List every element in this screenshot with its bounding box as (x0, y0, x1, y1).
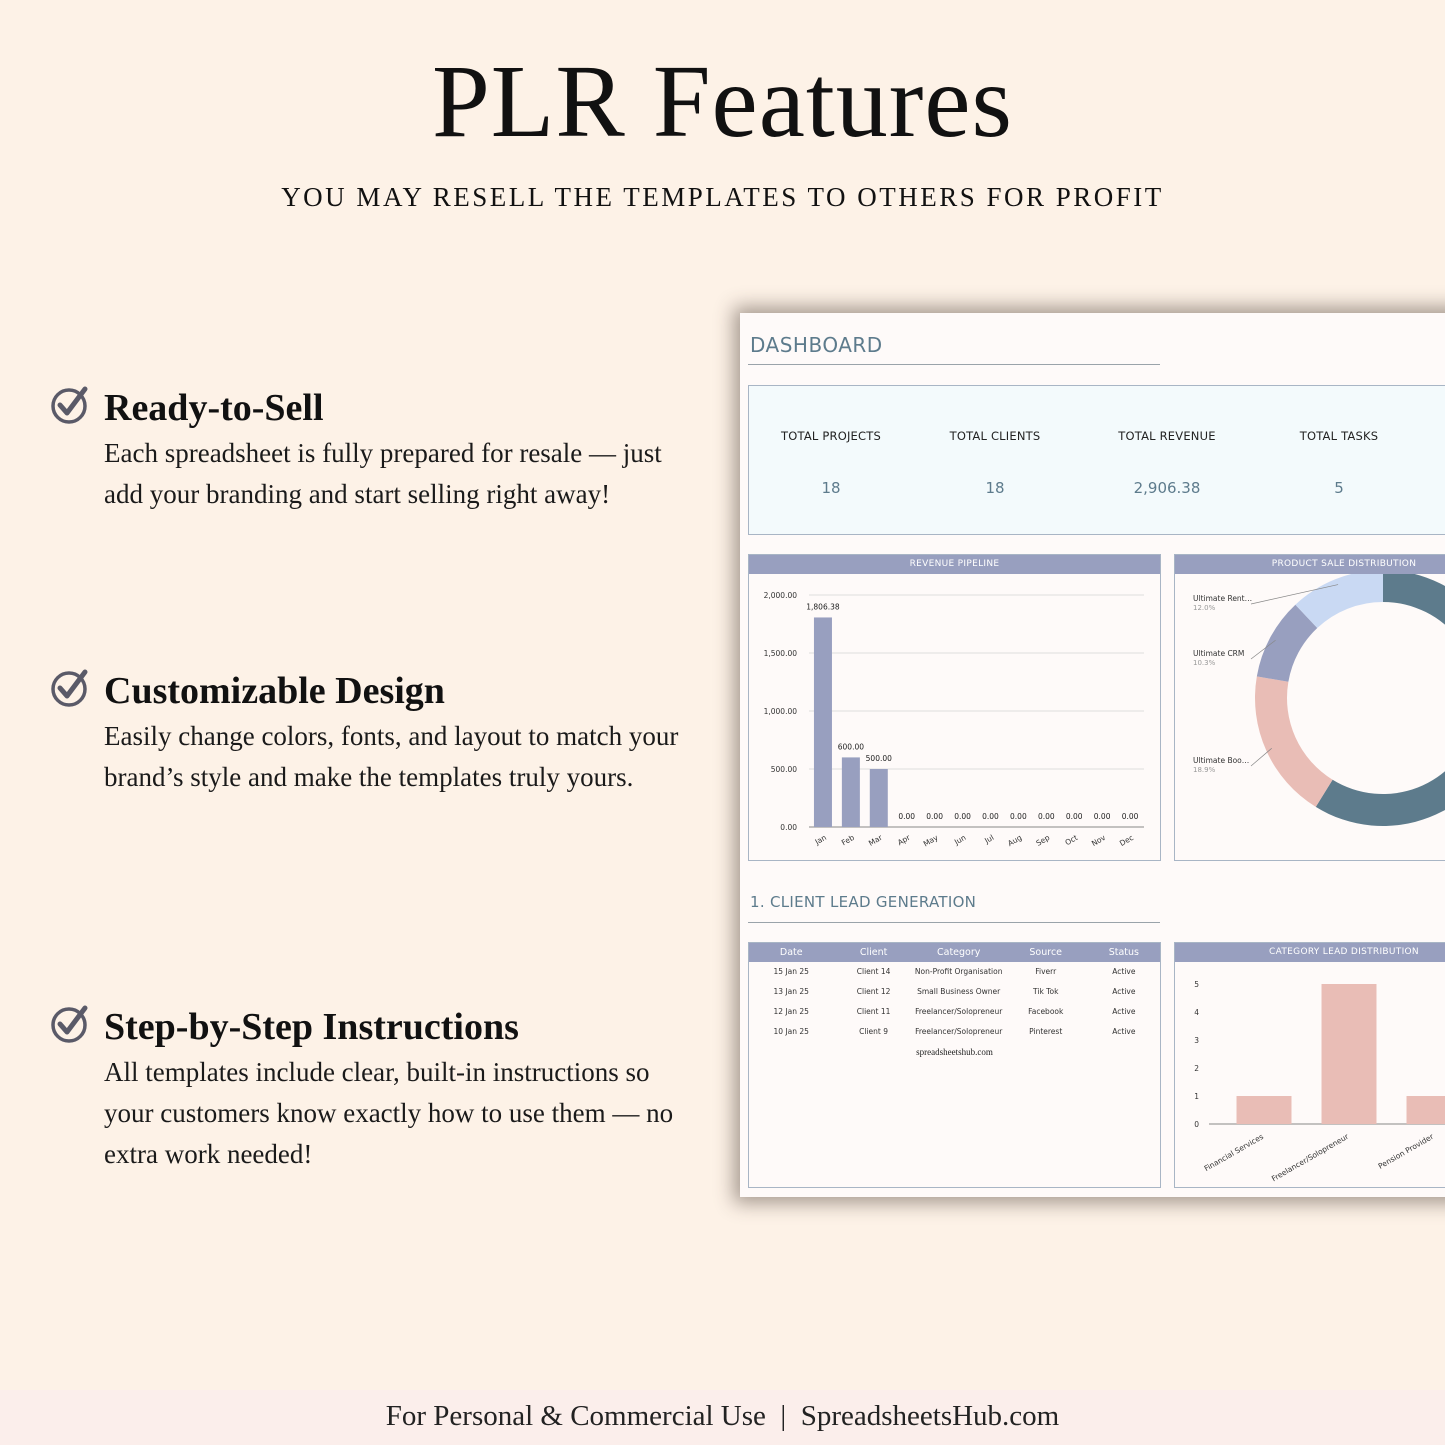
lead-section-title: 1. CLIENT LEAD GENERATION (750, 893, 977, 911)
cell-client: Client 12 (856, 987, 891, 996)
kpi-value: 18 (985, 479, 1005, 497)
cell-date: 13 Jan 25 (773, 987, 809, 996)
cell-source: Pinterest (1029, 1027, 1063, 1036)
data-label: 0.00 (1093, 812, 1111, 821)
feature-ready-to-sell (50, 385, 690, 515)
slice-percent: 12.0% (1193, 604, 1216, 612)
slice-label: Ultimate CRM (1193, 649, 1245, 658)
bar (870, 769, 888, 827)
x-tick-label: Dec (1117, 832, 1136, 848)
cell-source: Tik Tok (1033, 987, 1059, 996)
kpi-label: TOTAL PROJECTS (781, 429, 881, 443)
x-tick-label: Freelancer/Solopreneur (1269, 1131, 1350, 1184)
x-tick-label: Nov (1089, 832, 1108, 849)
y-tick-label: 2,000.00 (763, 591, 797, 600)
dashboard-preview-clip (700, 280, 1445, 1240)
lead-table (749, 943, 1160, 1042)
kpi-total-projects (751, 429, 911, 497)
x-tick-label: Mar (867, 832, 884, 848)
y-tick-label: 5 (1194, 980, 1199, 989)
y-tick-label: 4 (1194, 1008, 1199, 1017)
kpi-label: TOTAL TASKS (1299, 429, 1379, 443)
y-tick-label: 0.00 (780, 823, 797, 832)
x-tick-label: Sep (1034, 832, 1052, 848)
feature-body: Each spreadsheet is fully prepared for resale — just add your branding and start selling right away! (104, 438, 662, 509)
x-tick-label: Oct (1063, 832, 1080, 848)
y-tick-label: 1 (1194, 1092, 1199, 1101)
table-row[interactable] (749, 1002, 1160, 1022)
feature-customizable-design (50, 668, 690, 798)
data-label: 500.00 (865, 754, 892, 763)
y-tick-label: 500.00 (770, 765, 797, 774)
revenue-bar-chart (749, 574, 1160, 860)
x-tick-label: Apr (895, 832, 912, 848)
slice-label: Ultimate Boo… (1193, 756, 1250, 765)
category-lead-panel (1174, 942, 1445, 1188)
slice-percent: 10.3% (1193, 659, 1216, 667)
x-tick-label: Jul (983, 832, 996, 846)
checkbox-check-icon (50, 385, 90, 425)
cell-date: 12 Jan 25 (773, 1007, 809, 1016)
column-header: Category (914, 943, 1004, 962)
feature-step-by-step (50, 1004, 690, 1175)
kpi-value: 2,906.38 (1133, 479, 1201, 497)
panel-header: CATEGORY LEAD DISTRIBUTION (1175, 943, 1445, 962)
leader-line (1251, 748, 1272, 766)
y-tick-label: 1,000.00 (763, 707, 797, 716)
pie-slice (1255, 676, 1333, 807)
column-header: Client (833, 943, 913, 962)
cell-status: Active (1112, 967, 1136, 976)
cell-category: Small Business Owner (917, 987, 1001, 996)
footer-text: For Personal & Commercial Use | SpreadsheetsHub.com (385, 1400, 1060, 1432)
data-label: 0.00 (898, 812, 916, 821)
cell-client: Client 11 (856, 1007, 891, 1016)
kpi-value: 18 (821, 479, 841, 497)
slice-label: Ultimate Rent… (1193, 594, 1253, 603)
divider (748, 364, 1160, 365)
y-tick-label: 2 (1194, 1064, 1199, 1073)
cell-source: Facebook (1028, 1007, 1064, 1016)
bar (814, 617, 832, 827)
x-tick-label: Pension Provider (1376, 1131, 1435, 1171)
checkbox-check-icon (50, 668, 90, 708)
revenue-pipeline-panel (748, 554, 1161, 861)
dashboard-preview (740, 313, 1445, 1197)
cell-status: Active (1112, 987, 1136, 996)
y-tick-label: 1,500.00 (763, 649, 797, 658)
page-subtitle: YOU MAY RESELL THE TEMPLATES TO OTHERS FOR PROFIT (281, 182, 1164, 212)
bar (1407, 1096, 1445, 1124)
dashboard-title: DASHBOARD (750, 333, 883, 357)
bar (1322, 984, 1377, 1124)
category-bar-chart (1175, 962, 1445, 1187)
feature-body: All templates include clear, built-in instructions so your customers know exactly how to use them — no extra work needed! (104, 1057, 674, 1169)
column-header: Source (1004, 943, 1088, 962)
panel-header: PRODUCT SALE DISTRIBUTION (1175, 555, 1445, 574)
y-tick-label: 0 (1194, 1120, 1199, 1129)
cell-source: Fiverr (1035, 967, 1057, 976)
x-tick-label: Jan (813, 832, 828, 847)
data-label: 0.00 (1010, 812, 1027, 821)
data-label: 0.00 (926, 812, 943, 821)
checkbox-check-icon (50, 1004, 90, 1044)
column-header: Status (1088, 943, 1160, 962)
table-header-row (749, 943, 1160, 962)
lead-table-panel (748, 942, 1161, 1188)
cell-category: Freelancer/Solopreneur (915, 1007, 1003, 1016)
data-label: 0.00 (954, 812, 971, 821)
cell-status: Active (1112, 1027, 1136, 1036)
kpi-total-tasks (1259, 429, 1419, 497)
x-tick-label: Financial Services (1202, 1131, 1265, 1174)
page-title: PLR Features (431, 44, 1014, 159)
kpi-label: TOTAL REVENUE (1118, 429, 1216, 443)
data-label: 1,806.38 (806, 602, 840, 612)
bar (1237, 1096, 1292, 1124)
table-row[interactable] (749, 982, 1160, 1002)
x-tick-label: May (921, 832, 940, 849)
x-tick-label: Jun (952, 832, 968, 847)
cell-date: 15 Jan 25 (773, 967, 809, 976)
feature-body: Easily change colors, fonts, and layout to match your brand’s style and make the templates truly yours. (104, 721, 679, 792)
slice-percent: 18.9% (1193, 766, 1216, 774)
x-tick-label: Feb (839, 832, 856, 848)
table-row[interactable] (749, 1022, 1160, 1042)
data-label: 0.00 (982, 812, 999, 821)
bar (842, 757, 860, 827)
column-header: Date (749, 943, 833, 962)
data-label: 0.00 (1037, 812, 1055, 821)
feature-title: Step-by-Step Instructions (104, 1006, 519, 1048)
data-label: 0.00 (1121, 812, 1139, 821)
feature-title: Ready-to-Sell (104, 387, 324, 429)
divider (748, 922, 1160, 923)
y-tick-label: 3 (1194, 1036, 1199, 1045)
kpi-value: 5 (1334, 479, 1344, 497)
cell-date: 10 Jan 25 (773, 1027, 809, 1036)
feature-title: Customizable Design (104, 670, 445, 712)
data-label: 0.00 (1065, 812, 1083, 821)
kpi-total-clients (915, 429, 1075, 497)
data-label: 600.00 (837, 742, 864, 752)
cell-status: Active (1112, 1007, 1136, 1016)
cell-category: Freelancer/Solopreneur (915, 1027, 1003, 1036)
kpi-total-revenue (1087, 429, 1247, 497)
panel-header: REVENUE PIPELINE (749, 555, 1160, 574)
x-tick-label: Aug (1006, 832, 1024, 849)
kpi-label: TOTAL CLIENTS (949, 429, 1041, 443)
watermark-text: spreadsheetshub.com (916, 1047, 993, 1057)
cell-category: Non-Profit Organisation (914, 967, 1003, 976)
kpi-summary (748, 385, 1445, 535)
cell-client: Client 14 (856, 967, 891, 976)
product-sale-panel (1174, 554, 1445, 861)
cell-client: Client 9 (859, 1027, 889, 1036)
table-row[interactable] (749, 962, 1160, 982)
product-donut-chart (1175, 574, 1445, 860)
